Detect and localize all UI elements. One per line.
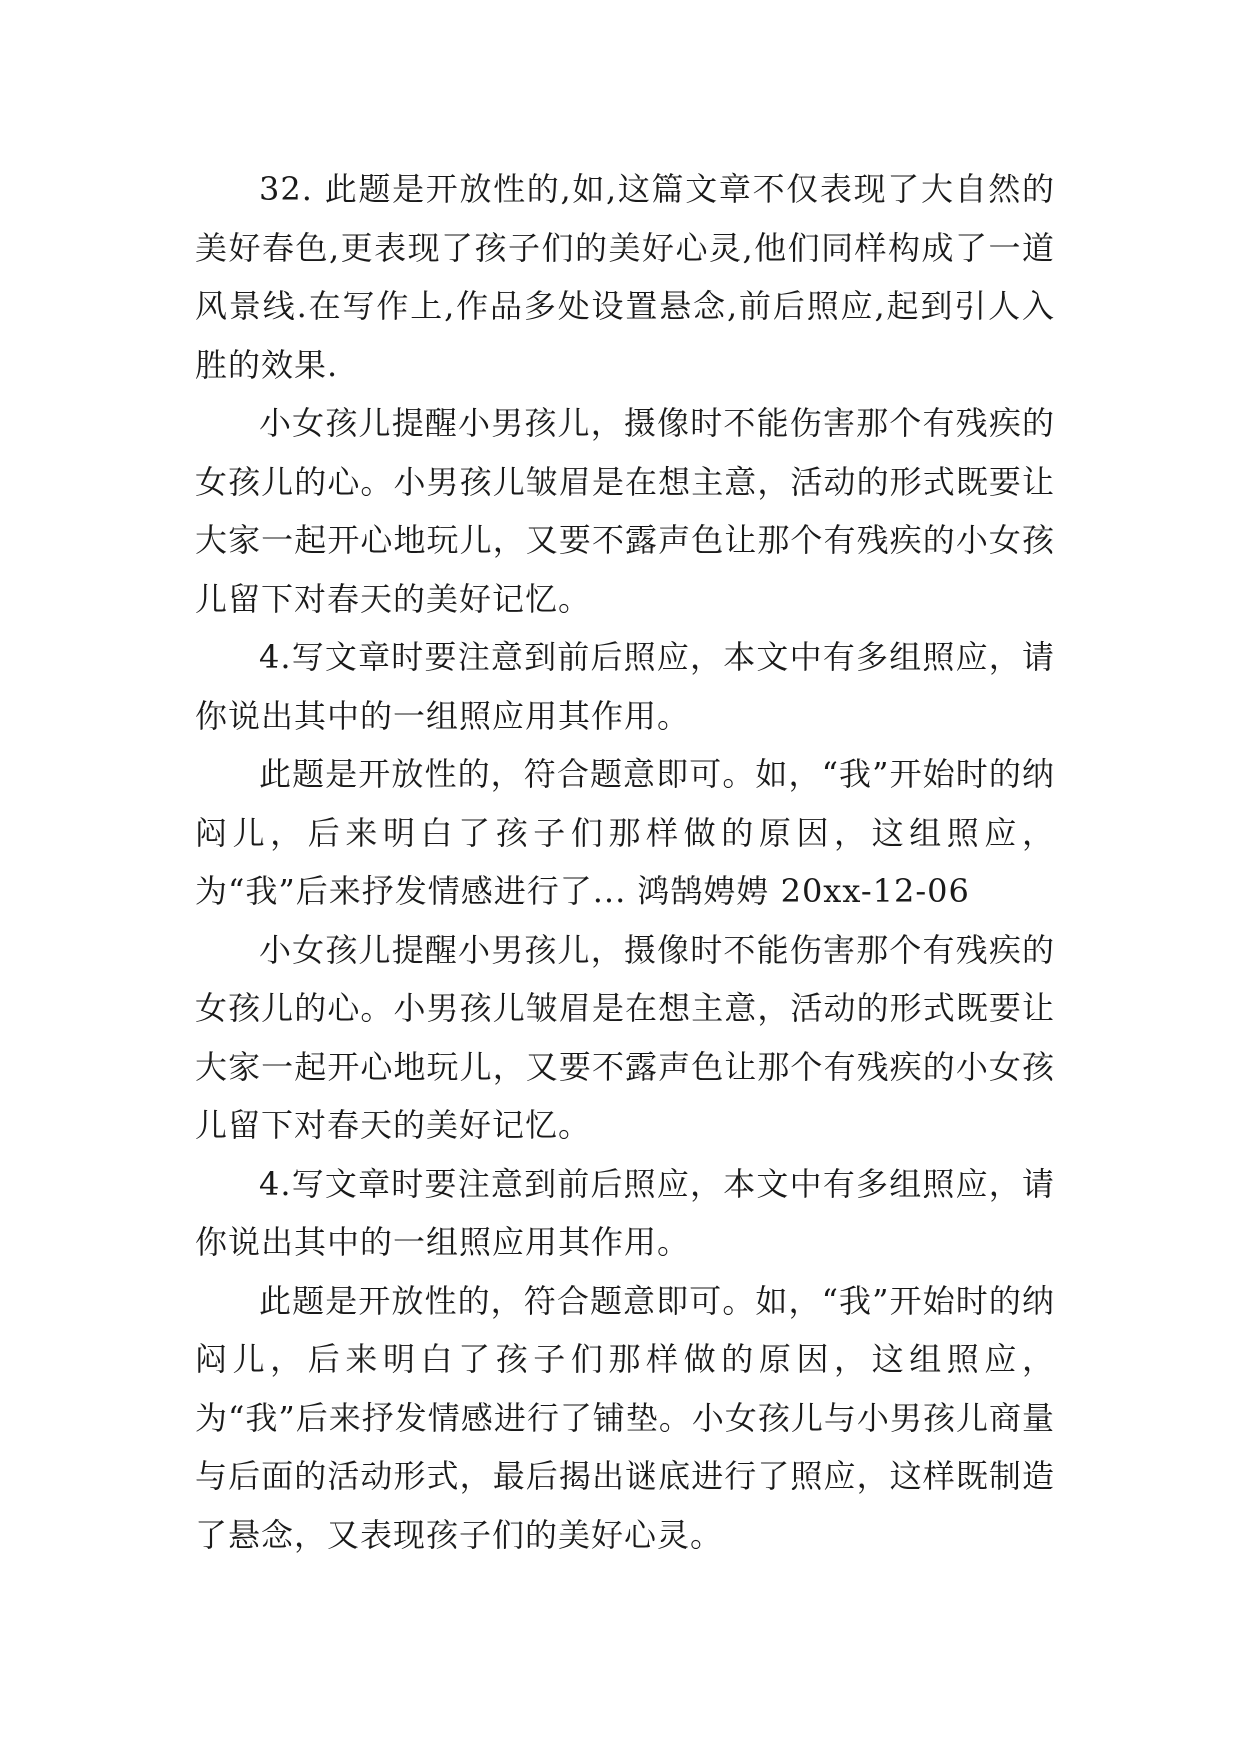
paragraph-answer-4-full: 此题是开放性的，符合题意即可。如，“我”开始时的纳闷儿，后来明白了孩子们那样做的原因，这组照应，为“我”后来抒发情感进行了铺垫。小女孩儿与小男孩儿商量与后面的活动形式，最后揭出谜底进行了照应，这样既制造了悬念，又表现孩子们的美好心灵。: [195, 1281, 1055, 1554]
paragraph-question-4: 4.写文章时要注意到前后照应，本文中有多组照应，请你说出其中的一组照应用其作用。: [195, 638, 1055, 735]
document-body: [195, 160, 1055, 1564]
paragraph-answer-32: 32. 此题是开放性的,如,这篇文章不仅表现了大自然的美好春色,更表现了孩子们的美好心灵,他们同样构成了一道风景线.在写作上,作品多处设置悬念,前后照应,起到引人入胜的效果.: [195, 170, 1055, 384]
paragraph-girl-reminds-boy-repeat: 小女孩儿提醒小男孩儿，摄像时不能伤害那个有残疾的女孩儿的心。小男孩儿皱眉是在想主意，活动的形式既要让大家一起开心地玩儿，又要不露声色让那个有残疾的小女孩儿留下对春天的美好记忆。: [195, 930, 1055, 1144]
paragraph-girl-reminds-boy: 小女孩儿提醒小男孩儿，摄像时不能伤害那个有残疾的女孩儿的心。小男孩儿皱眉是在想主意，活动的形式既要让大家一起开心地玩儿，又要不露声色让那个有残疾的小女孩儿留下对春天的美好记忆。: [195, 404, 1055, 618]
paragraph-question-4-repeat: 4.写文章时要注意到前后照应，本文中有多组照应，请你说出其中的一组照应用其作用。: [195, 1164, 1055, 1261]
paragraph-answer-4-excerpt: 此题是开放性的，符合题意即可。如，“我”开始时的纳闷儿，后来明白了孩子们那样做的原因，这组照应，为“我”后来抒发情感进行了... 鸿鹄娉娉 20xx-12-06: [195, 755, 1055, 910]
